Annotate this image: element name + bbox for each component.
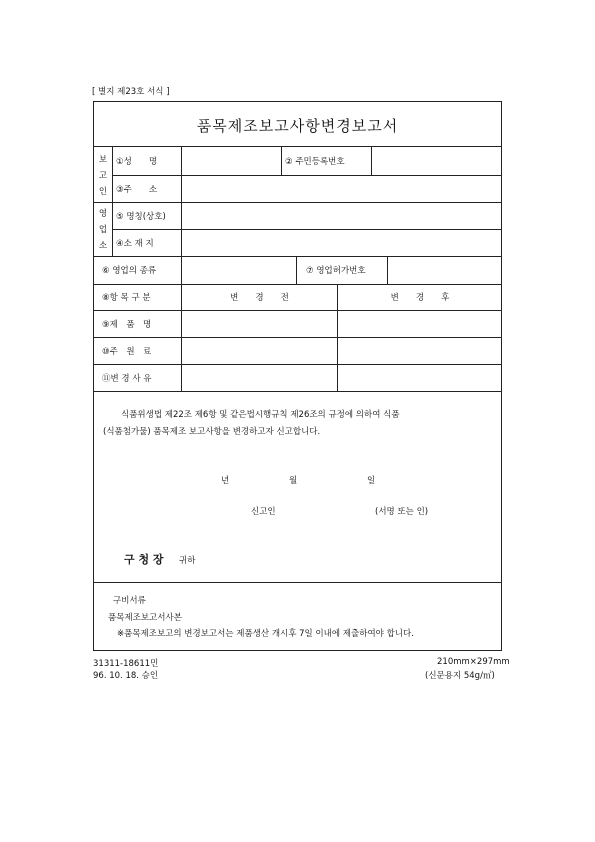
resident-number-label: ② 주민등록번호 xyxy=(285,156,345,167)
location-label: ④소 재 지 xyxy=(116,238,154,249)
address-label: ③주 소 xyxy=(116,184,158,195)
business-type-label: ⑥ 영업의 종류 xyxy=(102,266,157,276)
date-year: 년 xyxy=(221,476,230,486)
footer-paper-type: (신문용지 54g/㎡) xyxy=(425,671,495,681)
business-group-char-1: 영 xyxy=(98,209,108,219)
business-group-char-3: 소 xyxy=(98,241,108,251)
footer-approval-date: 96. 10. 18. 승인 xyxy=(93,671,159,681)
item-category-label: ⑧항 목 구 분 xyxy=(102,293,151,303)
name-label: ①성 명 xyxy=(116,156,158,167)
before-change-header: 변 경 전 xyxy=(230,293,289,303)
footer-paper-size: 210mm×297mm xyxy=(437,657,510,667)
report-form xyxy=(93,101,502,651)
date-day: 일 xyxy=(367,476,376,486)
main-ingredient-label: ⑩주 원 료 xyxy=(102,346,152,357)
addressee: 구 청 장 xyxy=(124,553,164,566)
statement-line-1: 식품위생법 제22조 제6항 및 같은법시행규칙 제26조의 규정에 의하여 식품 xyxy=(121,410,400,420)
required-documents-item: 품목제조보고서사본 xyxy=(108,613,182,623)
statement-line-2: (식품첨가물) 품목제조 보고사항을 변경하고자 신고합니다. xyxy=(103,427,321,437)
reporter-group-char-2: 고 xyxy=(98,171,108,181)
submission-notice: ※품목제조보고의 변경보고서는 제품생산 개시후 7일 이내에 제출하여야 합니다. xyxy=(117,629,414,639)
product-name-label: ⑨제 품 명 xyxy=(102,319,152,330)
date-month: 월 xyxy=(289,476,298,486)
signature-label: (서명 또는 인) xyxy=(375,507,429,517)
reporter-label: 신고인 xyxy=(251,507,276,517)
form-title: 품목제조보고사항변경보고서 xyxy=(196,117,399,135)
after-change-header: 변 경 후 xyxy=(390,293,450,303)
permit-number-label: ⑦ 영업허가번호 xyxy=(306,266,366,276)
reporter-group-char-3: 인 xyxy=(98,187,108,197)
footer-form-code: 31311-18611민 xyxy=(93,659,159,669)
business-name-label: ⑤ 명칭(상호) xyxy=(116,211,166,222)
form-number-note: [ 별지 제23호 서식 ] xyxy=(92,87,170,97)
business-group-char-2: 업 xyxy=(98,225,108,235)
addressee-suffix: 귀하 xyxy=(179,556,196,566)
required-documents-title: 구비서류 xyxy=(113,596,146,606)
reporter-group-char-1: 보 xyxy=(98,155,108,165)
change-reason-label: ⑪변 경 사 유 xyxy=(102,373,152,384)
